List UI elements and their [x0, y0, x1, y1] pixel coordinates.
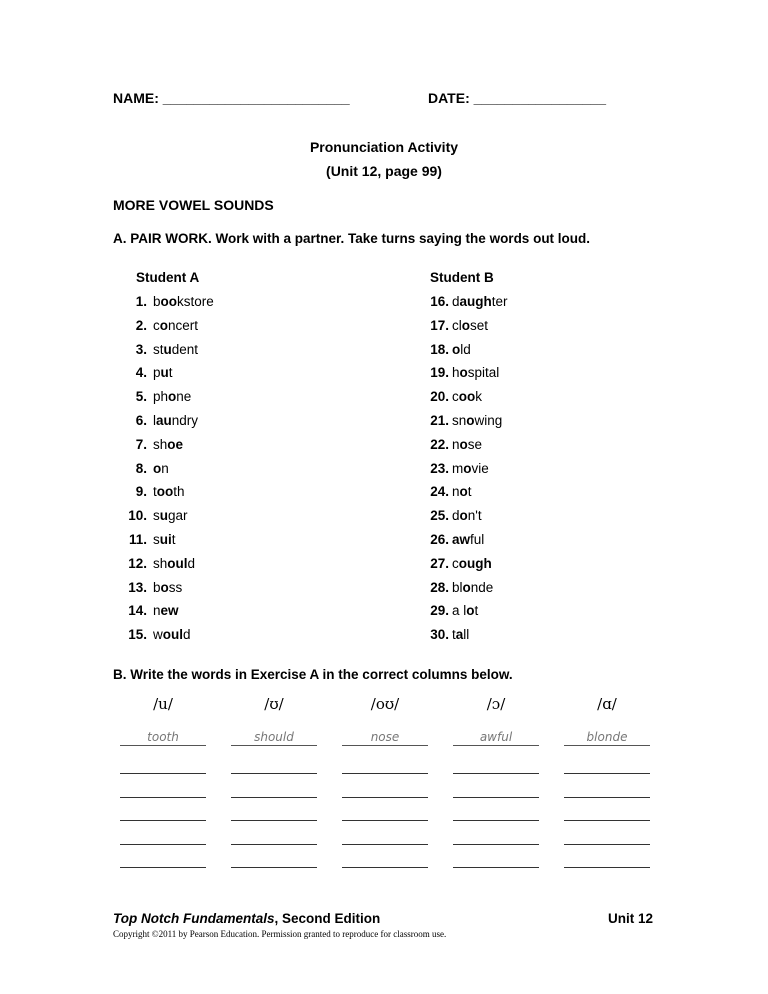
word-text: student — [153, 341, 199, 357]
answer-blank-line[interactable] — [231, 773, 317, 774]
date-field-label: DATE: _________________ — [428, 90, 606, 106]
sound-symbol: /ʊ/ — [264, 695, 284, 713]
answer-blank-line[interactable] — [120, 797, 206, 798]
answer-blank-line[interactable] — [453, 867, 539, 868]
word-item — [120, 436, 183, 454]
word-text: nose — [452, 436, 483, 452]
word-item — [120, 317, 198, 335]
word-text: should — [153, 555, 196, 571]
answer-blank-line[interactable] — [231, 867, 317, 868]
word-item — [429, 388, 482, 406]
word-item — [120, 412, 198, 430]
word-text: not — [452, 484, 472, 500]
word-number: 26. — [430, 532, 449, 547]
word-text: put — [153, 365, 173, 381]
footer-book-line — [113, 911, 380, 926]
page-subtitle: (Unit 12, page 99) — [326, 163, 442, 179]
word-number: 18. — [430, 341, 449, 357]
answer-blank-line[interactable] — [453, 820, 539, 821]
word-text: cough — [452, 555, 492, 571]
word-text: daughter — [452, 294, 508, 309]
word-text: a lot — [452, 603, 479, 619]
word-text: bookstore — [153, 294, 214, 309]
answer-blank-line[interactable] — [564, 867, 650, 868]
answer-blank-line[interactable] — [564, 844, 650, 845]
word-item — [120, 364, 173, 382]
word-text: concert — [153, 317, 199, 333]
word-number: 5. — [135, 389, 147, 405]
word-item — [429, 436, 482, 454]
word-text: awful — [452, 532, 485, 547]
word-number: 9. — [135, 484, 147, 500]
example-answer: tooth — [120, 729, 206, 746]
word-number: 30. — [430, 627, 449, 643]
word-text: sugar — [153, 508, 188, 524]
word-item — [429, 364, 499, 382]
word-number: 8. — [135, 460, 147, 476]
sound-symbol: /ɑ/ — [597, 695, 617, 713]
word-item — [120, 388, 191, 406]
word-text: cook — [452, 389, 482, 405]
example-answer: should — [231, 729, 317, 746]
word-number: 20. — [430, 389, 449, 405]
answer-blank-line[interactable] — [342, 820, 428, 821]
word-number: 22. — [430, 436, 449, 452]
word-text: new — [153, 603, 179, 619]
example-answer: awful — [453, 729, 539, 746]
word-number: 17. — [430, 317, 449, 333]
word-number: 13. — [128, 579, 147, 595]
word-number: 15. — [128, 627, 147, 643]
student-b-heading: Student B — [430, 270, 494, 285]
word-text: don't — [452, 508, 482, 524]
example-answer: nose — [342, 729, 428, 746]
word-text: suit — [153, 532, 176, 547]
word-number: 27. — [430, 555, 449, 571]
exercise-a-instruction: A. PAIR WORK. Work with a partner. Take turns saying the words out loud. — [113, 231, 591, 246]
word-item — [120, 507, 188, 525]
word-text: blonde — [452, 579, 494, 595]
word-item — [429, 483, 472, 501]
word-text: movie — [452, 460, 489, 476]
answer-blank-line[interactable] — [453, 844, 539, 845]
answer-blank-line[interactable] — [231, 797, 317, 798]
word-item — [429, 531, 484, 549]
word-number: 23. — [430, 460, 449, 476]
footer-unit: Unit 12 — [608, 911, 654, 926]
word-number: 28. — [430, 579, 449, 595]
word-item — [120, 602, 179, 620]
book-edition: , Second Edition — [274, 911, 381, 926]
name-field-label: NAME: ________________________ — [113, 90, 350, 106]
word-text: would — [153, 627, 191, 643]
answer-blank-line[interactable] — [231, 844, 317, 845]
answer-blank-line[interactable] — [120, 867, 206, 868]
word-item — [429, 507, 482, 525]
word-item — [120, 579, 182, 597]
word-number: 24. — [430, 484, 449, 500]
answer-blank-line[interactable] — [564, 797, 650, 798]
word-number: 12. — [128, 555, 147, 571]
answer-blank-line[interactable] — [564, 820, 650, 821]
answer-blank-line[interactable] — [342, 867, 428, 868]
word-item — [120, 460, 169, 478]
word-text: laundry — [153, 413, 199, 428]
word-number: 3. — [135, 341, 147, 357]
word-number: 10. — [128, 508, 147, 524]
sound-symbol: /oʊ/ — [370, 695, 400, 713]
word-item — [120, 531, 176, 549]
word-text: snowing — [452, 413, 503, 428]
book-title: Top Notch Fundamentals — [113, 911, 275, 926]
section-heading: MORE VOWEL SOUNDS — [113, 197, 274, 213]
word-item — [120, 555, 195, 573]
word-text: tooth — [153, 484, 185, 500]
answer-blank-line[interactable] — [342, 773, 428, 774]
word-number: 4. — [135, 365, 147, 381]
word-number: 1. — [135, 294, 147, 309]
word-item — [429, 293, 508, 311]
word-item — [429, 412, 502, 430]
answer-blank-line[interactable] — [453, 797, 539, 798]
word-item — [429, 602, 478, 620]
sound-symbol: /u/ — [153, 695, 173, 713]
answer-blank-line[interactable] — [120, 844, 206, 845]
word-item — [429, 460, 489, 478]
word-number: 25. — [430, 508, 449, 524]
word-text: phone — [153, 389, 192, 405]
answer-blank-line[interactable] — [342, 797, 428, 798]
word-number: 11. — [128, 532, 147, 547]
word-number: 21. — [430, 413, 449, 428]
word-item — [120, 293, 214, 311]
word-number: 16. — [430, 294, 449, 309]
student-a-heading: Student A — [136, 270, 200, 285]
word-item — [120, 626, 191, 644]
word-text: shoe — [153, 436, 184, 452]
word-item — [429, 317, 488, 335]
copyright-notice: Copyright ©2011 by Pearson Education. Permission granted to reproduce for classroom use. — [113, 929, 447, 939]
answer-blank-line[interactable] — [120, 773, 206, 774]
word-number: 14. — [128, 603, 147, 619]
example-answer: blonde — [564, 729, 650, 746]
word-number: 29. — [430, 603, 449, 619]
word-number: 2. — [135, 317, 147, 333]
word-item — [429, 579, 493, 597]
answer-blank-line[interactable] — [453, 773, 539, 774]
word-item — [120, 341, 198, 359]
word-number: 7. — [135, 436, 147, 452]
word-item — [429, 626, 469, 644]
exercise-b-instruction: B. Write the words in Exercise A in the correct columns below. — [113, 667, 513, 682]
answer-blank-line[interactable] — [120, 820, 206, 821]
word-text: old — [452, 341, 471, 357]
word-number: 6. — [135, 413, 147, 428]
word-text: hospital — [452, 365, 500, 381]
word-item — [429, 341, 471, 359]
answer-blank-line[interactable] — [564, 773, 650, 774]
page-title: Pronunciation Activity — [309, 139, 459, 155]
word-item — [429, 555, 492, 573]
word-text: closet — [452, 317, 489, 333]
word-text: on — [153, 460, 169, 476]
word-item — [120, 483, 185, 501]
word-text: boss — [153, 579, 183, 595]
answer-blank-line[interactable] — [342, 844, 428, 845]
sound-symbol: /ɔ/ — [486, 695, 506, 713]
word-number: 19. — [430, 365, 449, 381]
word-text: tall — [452, 627, 470, 643]
answer-blank-line[interactable] — [231, 820, 317, 821]
